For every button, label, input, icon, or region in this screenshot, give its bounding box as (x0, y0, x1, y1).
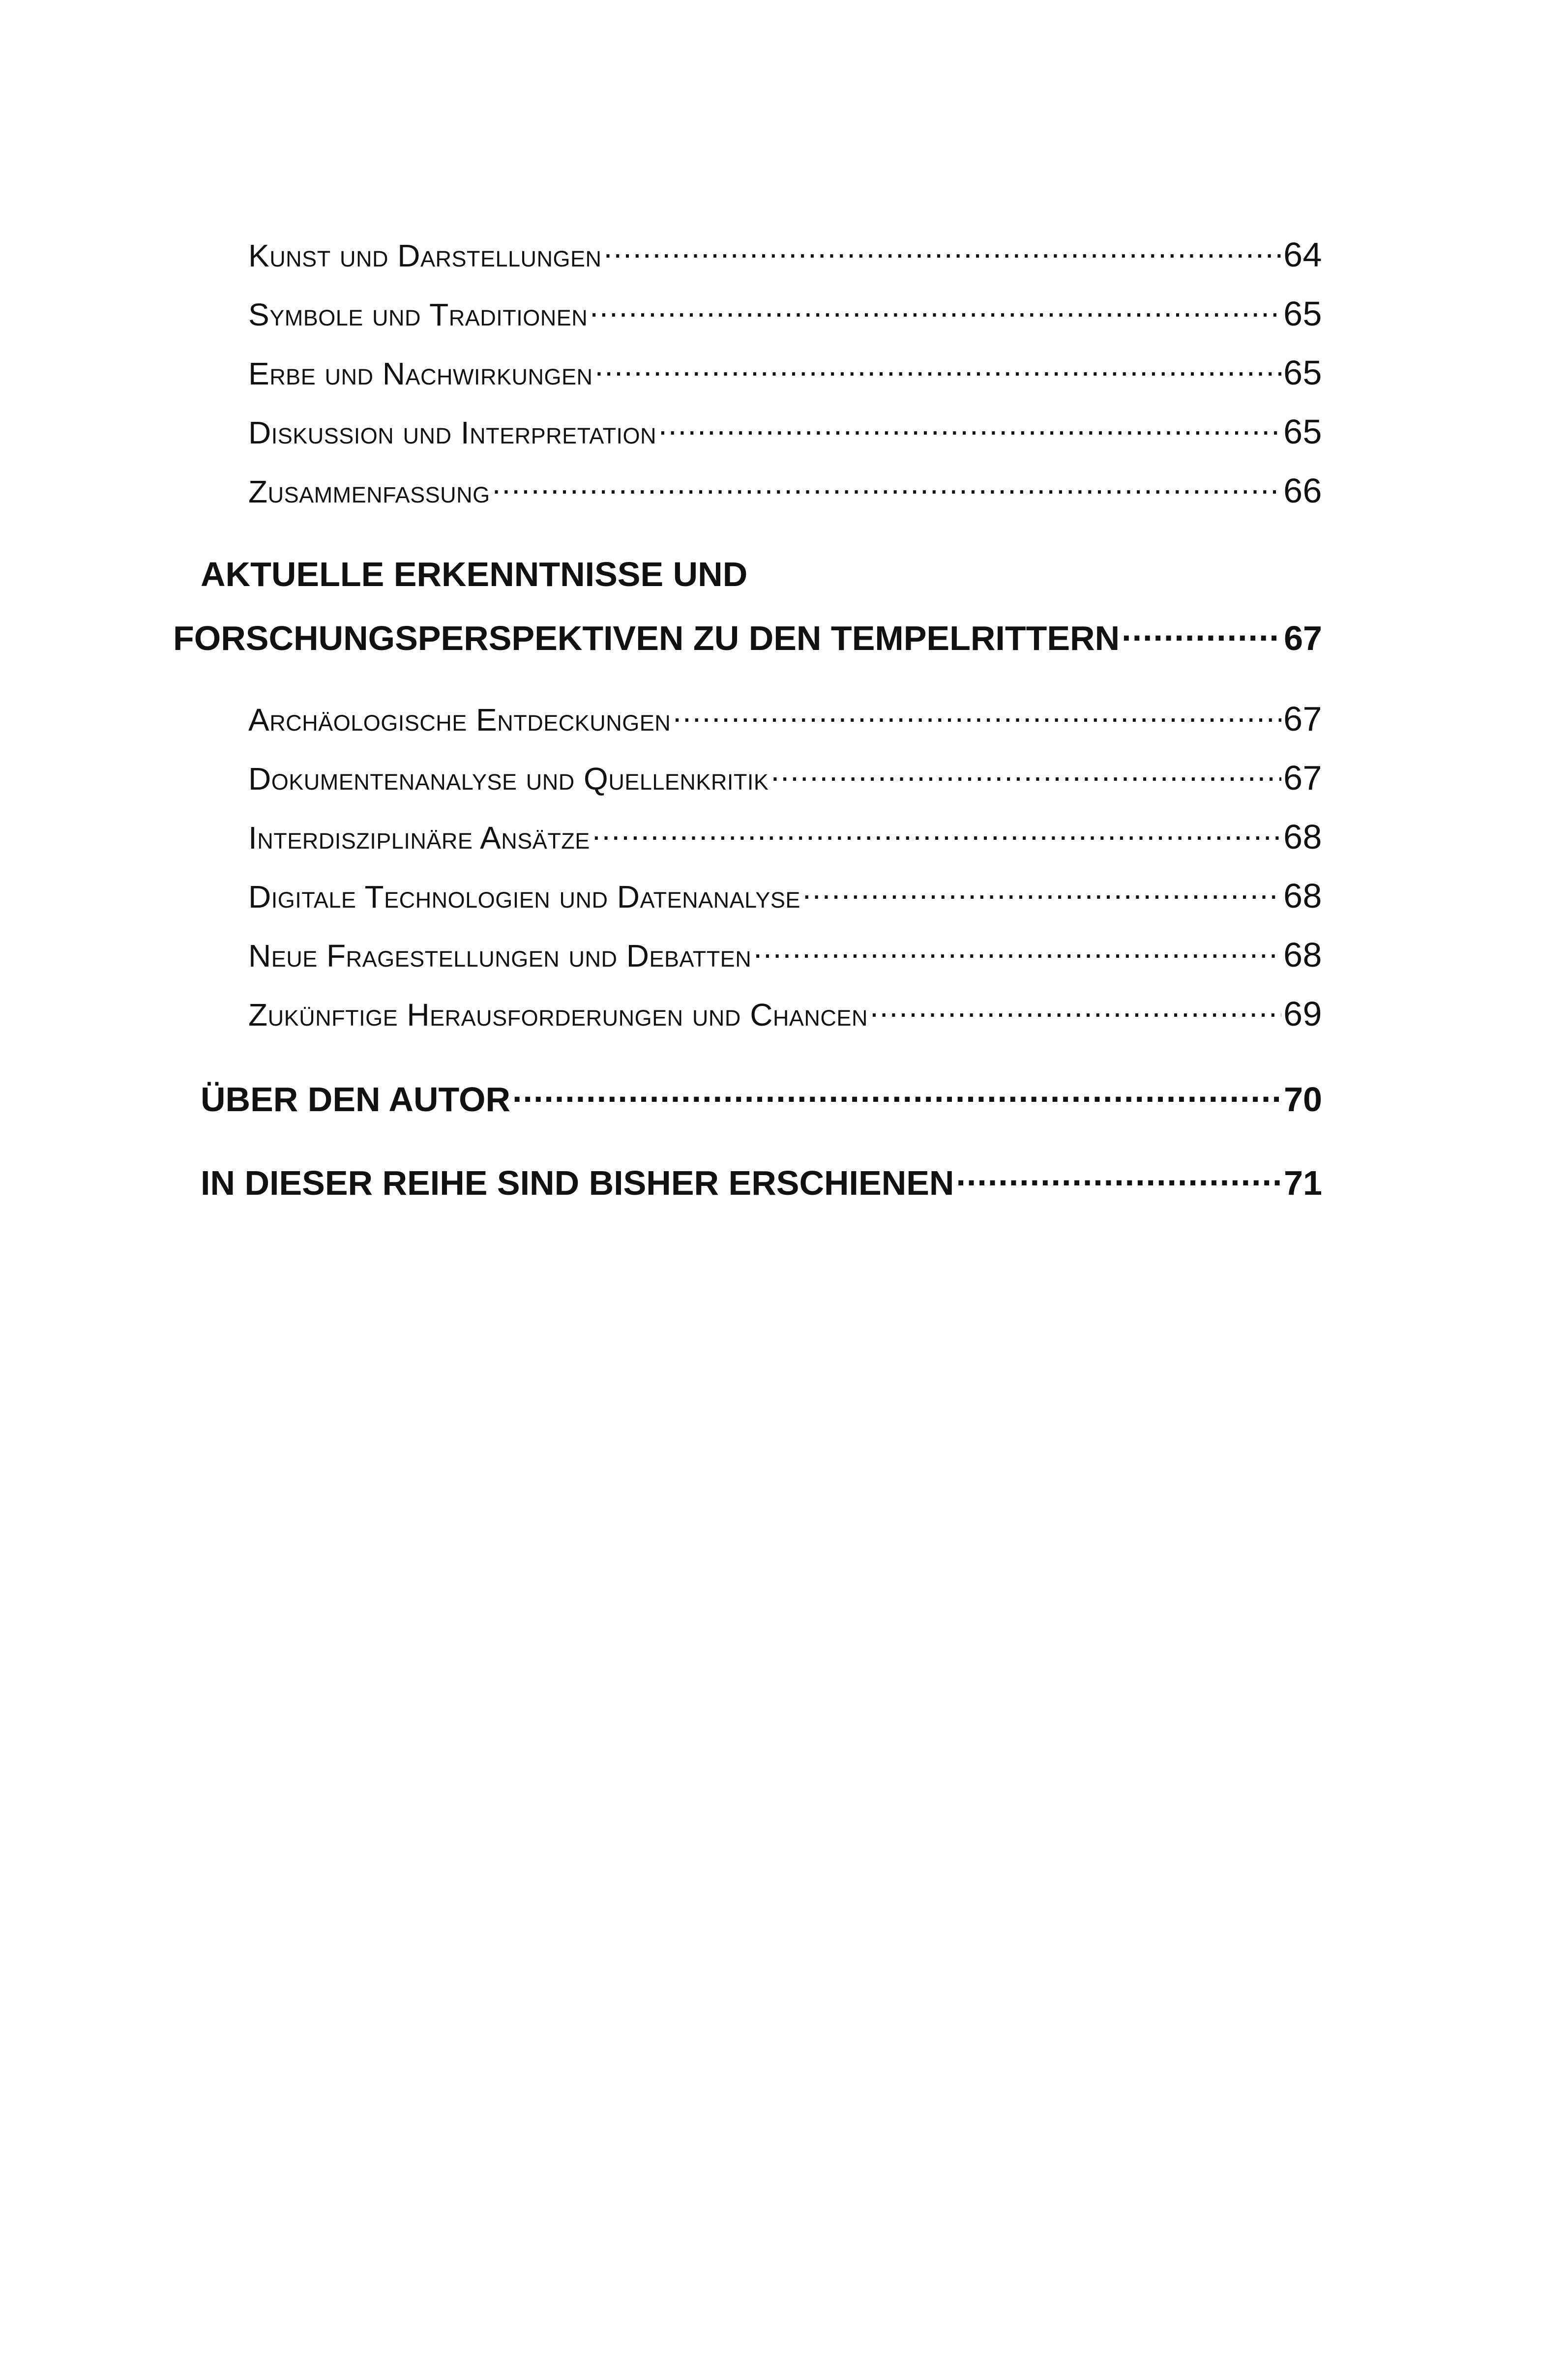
toc-entry[interactable] (248, 471, 1322, 510)
toc-entry[interactable] (248, 294, 1322, 333)
dot-leader (1122, 616, 1282, 650)
toc-entry-title: Kunst und Darstellungen (248, 238, 602, 273)
toc-entry[interactable] (248, 817, 1322, 856)
toc-entry-page: 64 (1283, 236, 1322, 274)
toc-entry-page: 67 (1283, 759, 1322, 797)
toc-entry-page: 67 (1283, 700, 1322, 738)
dot-leader (592, 817, 1281, 849)
toc-entry-page: 67 (1284, 619, 1322, 657)
toc-entry-page: 65 (1283, 354, 1322, 392)
toc-entry-title: Neue Fragestellungen und Debatten (248, 938, 752, 974)
dot-leader (512, 1077, 1282, 1111)
dot-leader (590, 294, 1281, 325)
toc-entry-page: 71 (1284, 1164, 1322, 1202)
toc-entry-title: Zusammenfassung (248, 474, 490, 509)
toc-entry[interactable] (248, 876, 1322, 915)
toc-entry-page: 65 (1283, 295, 1322, 333)
toc-entry-title: Symbole und Traditionen (248, 297, 588, 332)
toc-entry-title: ÜBER DEN AUTOR (201, 1080, 511, 1119)
toc-entry-title: Erbe und Nachwirkungen (248, 356, 593, 391)
toc-entry-page: 68 (1283, 936, 1322, 974)
toc-entry[interactable] (248, 994, 1322, 1033)
dot-leader (492, 471, 1281, 502)
toc-entry-title: Zukünftige Herausforderungen und Chancen (248, 997, 868, 1032)
dot-leader (870, 994, 1281, 1026)
dot-leader (604, 235, 1282, 266)
toc-entry[interactable] (248, 699, 1322, 738)
chapter-entry[interactable] (173, 616, 1322, 658)
toc-entry-title: Digitale Technologien und Datenanalyse (248, 879, 800, 914)
toc-entry-title: Dokumentenanalyse und Quellenkritik (248, 761, 769, 796)
toc-entry[interactable] (248, 412, 1322, 451)
chapter-entry[interactable] (201, 1160, 1322, 1203)
toc-entry-title: Interdisziplinäre Ansätze (248, 820, 590, 856)
toc-entry-page: 65 (1283, 413, 1322, 451)
dot-leader (658, 412, 1281, 443)
toc-entry-page: 68 (1283, 877, 1322, 915)
toc-entry-page: 68 (1283, 818, 1322, 856)
dot-leader (673, 699, 1281, 731)
dot-leader (595, 353, 1282, 384)
toc-entry-page: 69 (1283, 995, 1322, 1033)
dot-leader (802, 876, 1281, 908)
toc-entry[interactable] (248, 935, 1322, 974)
toc-entry-page: 66 (1283, 472, 1322, 510)
chapter-entry[interactable] (201, 1077, 1322, 1119)
toc-entry[interactable] (248, 235, 1322, 274)
toc-entry-page: 70 (1284, 1080, 1322, 1119)
dot-leader (770, 758, 1281, 790)
dot-leader (753, 935, 1281, 967)
chapter-heading-line1[interactable]: AKTUELLE ERKENNTNISSE UND (201, 555, 748, 593)
toc-entry-title: IN DIESER REIHE SIND BISHER ERSCHIENEN (201, 1164, 954, 1202)
toc-entry-title: Archäologische Entdeckungen (248, 702, 671, 738)
toc-entry[interactable] (248, 353, 1322, 392)
chapter-heading-line2: FORSCHUNGSPERSPEKTIVEN ZU DEN TEMPELRITTERN (173, 619, 1120, 657)
dot-leader (956, 1160, 1282, 1195)
toc-entry-title: Diskussion und Interpretation (248, 415, 656, 450)
toc-entry[interactable] (248, 758, 1322, 797)
